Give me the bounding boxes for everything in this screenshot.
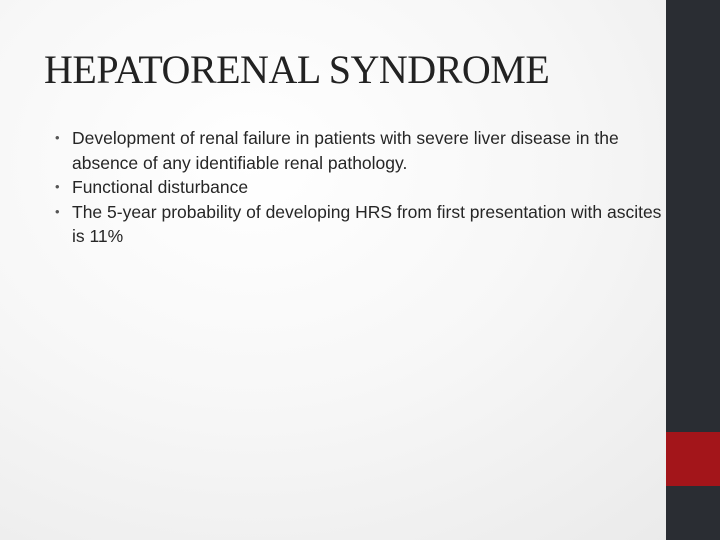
bullet-text: The 5-year probability of developing HRS from first presentation with ascites is 11% (72, 201, 662, 246)
accent-block (666, 432, 720, 486)
bullet-item (55, 126, 662, 175)
bullet-icon: • (55, 179, 60, 194)
bullet-text: Development of renal failure in patients with severe liver disease in the absence of any identifiable renal pathology. (72, 128, 619, 173)
bullet-item (55, 175, 662, 200)
bullet-icon: • (55, 203, 60, 219)
bullet-text: Functional disturbance (72, 177, 249, 197)
bullet-list (55, 126, 662, 249)
bullet-icon: • (55, 130, 60, 145)
bullet-item (55, 200, 662, 249)
slide-title: HEPATORENAL SYNDROME (44, 47, 550, 92)
